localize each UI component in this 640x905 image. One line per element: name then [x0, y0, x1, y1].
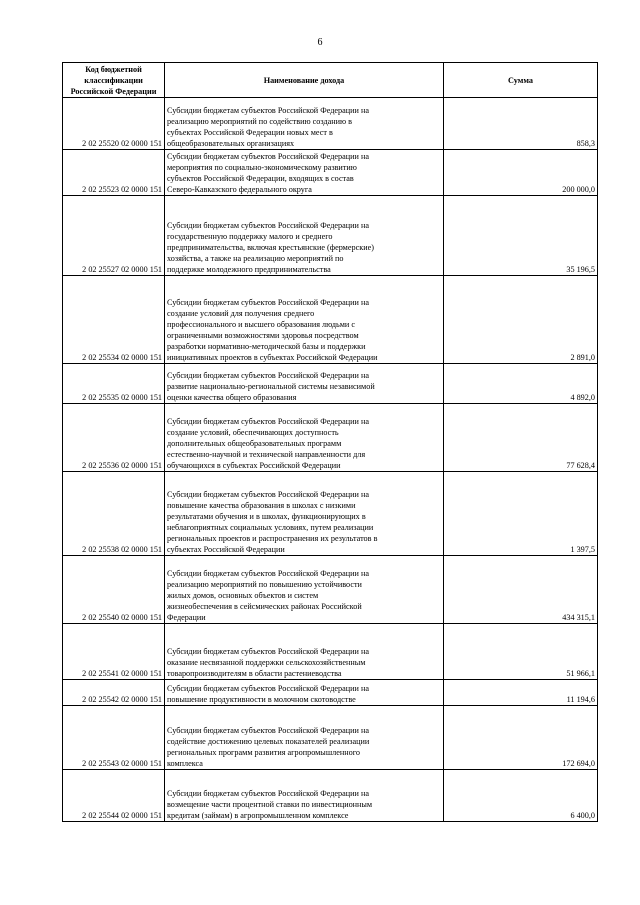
amount-cell: 35 196,5	[444, 196, 598, 276]
revenue-name-line: реализацию мероприятий по повышению устойчивости	[167, 580, 362, 589]
revenue-name-cell	[165, 364, 444, 404]
table-body	[63, 98, 598, 822]
table-header-row	[63, 63, 598, 98]
amount-cell: 11 194,6	[444, 680, 598, 706]
amount-cell: 858,3	[444, 98, 598, 150]
revenue-name-line: предпринимательства, включая крестьянские (фермерские)	[167, 243, 374, 252]
amount-cell: 200 000,0	[444, 150, 598, 196]
amount-cell: 172 694,0	[444, 706, 598, 770]
revenue-table	[62, 62, 598, 822]
amount-cell: 2 891,0	[444, 276, 598, 364]
revenue-name-cell	[165, 680, 444, 706]
revenue-name-line: Субсидии бюджетам субъектов Российской Федерации на	[167, 106, 369, 115]
budget-code-cell: 2 02 25540 02 0000 151	[63, 556, 165, 624]
revenue-name-line: Субсидии бюджетам субъектов Российской Федерации на	[167, 569, 369, 578]
table-row	[63, 556, 598, 624]
table-row	[63, 150, 598, 196]
revenue-name-cell	[165, 706, 444, 770]
revenue-name-line: Субсидии бюджетам субъектов Российской Федерации на	[167, 490, 369, 499]
revenue-name-line: создание условий, обеспечивающих доступность	[167, 428, 339, 437]
revenue-name-line: товаропроизводителям в области растениеводства	[167, 669, 342, 678]
revenue-name-line: Субсидии бюджетам субъектов Российской Федерации на	[167, 417, 369, 426]
revenue-name-line: государственную поддержку малого и среднего	[167, 232, 333, 241]
revenue-name-line: повышение качества образования в школах с низкими	[167, 501, 356, 510]
table-row	[63, 770, 598, 822]
revenue-name-line: создание условий для получения среднего	[167, 309, 315, 318]
revenue-name-line: неблагоприятных социальных условиях, путем реализации	[167, 523, 374, 532]
revenue-name-line: региональных программ развития агропромышленного	[167, 748, 360, 757]
amount-cell: 1 397,5	[444, 472, 598, 556]
budget-code-cell: 2 02 25527 02 0000 151	[63, 196, 165, 276]
revenue-name-line: Субсидии бюджетам субъектов Российской Федерации на	[167, 789, 369, 798]
budget-code-cell: 2 02 25534 02 0000 151	[63, 276, 165, 364]
revenue-name-cell	[165, 196, 444, 276]
revenue-name-cell	[165, 624, 444, 680]
table-row	[63, 276, 598, 364]
revenue-name-line: Федерации	[167, 613, 206, 622]
revenue-name-line: разработки нормативно-методической базы и поддержки	[167, 342, 366, 351]
amount-cell: 6 400,0	[444, 770, 598, 822]
revenue-name-cell	[165, 98, 444, 150]
revenue-name-line: Северо-Кавказского федерального округа	[167, 185, 312, 194]
revenue-name-line: субъектах Российской Федерации	[167, 545, 285, 554]
revenue-name-line: хозяйства, а также на реализацию мероприятий по	[167, 254, 344, 263]
revenue-name-line: жизнеобеспечения в сейсмических районах Российской	[167, 602, 362, 611]
revenue-name-line: развитие национально-региональной системы независимой	[167, 382, 375, 391]
budget-code-cell: 2 02 25541 02 0000 151	[63, 624, 165, 680]
budget-code-cell: 2 02 25523 02 0000 151	[63, 150, 165, 196]
table-row	[63, 706, 598, 770]
revenue-name-line: повышение продуктивности в молочном скотоводстве	[167, 695, 356, 704]
revenue-name-cell	[165, 472, 444, 556]
revenue-name-cell	[165, 150, 444, 196]
budget-code-cell: 2 02 25543 02 0000 151	[63, 706, 165, 770]
revenue-name-line: поддержке молодежного предпринимательства	[167, 265, 331, 274]
revenue-name-line: Субсидии бюджетам субъектов Российской Федерации на	[167, 647, 369, 656]
budget-code-cell: 2 02 25538 02 0000 151	[63, 472, 165, 556]
budget-code-cell: 2 02 25536 02 0000 151	[63, 404, 165, 472]
budget-code-cell: 2 02 25542 02 0000 151	[63, 680, 165, 706]
revenue-name-line: инициативных проектов в субъектах Российской Федерации	[167, 353, 378, 362]
revenue-name-cell	[165, 556, 444, 624]
revenue-name-line: профессионального и высшего образования людьми с	[167, 320, 355, 329]
table-row	[63, 196, 598, 276]
revenue-name-line: комплекса	[167, 759, 203, 768]
revenue-name-line: оказание несвязанной поддержки сельскохозяйственным	[167, 658, 366, 667]
revenue-name-line: субъектах Российской Федерации новых мест в	[167, 128, 333, 137]
revenue-name-line: Субсидии бюджетам субъектов Российской Федерации на	[167, 298, 369, 307]
revenue-name-cell	[165, 276, 444, 364]
amount-cell: 77 628,4	[444, 404, 598, 472]
header-name: Наименование дохода	[165, 63, 444, 98]
revenue-name-line: Субсидии бюджетам субъектов Российской Федерации на	[167, 726, 369, 735]
revenue-name-line: жилых домов, основных объектов и систем	[167, 591, 319, 600]
header-amount: Сумма	[444, 63, 598, 98]
revenue-name-line: ограниченными возможностями здоровья посредством	[167, 331, 359, 340]
revenue-name-line: содействие достижению целевых показателей реализации	[167, 737, 370, 746]
table-row	[63, 404, 598, 472]
revenue-name-line: обучающихся в субъектах Российской Федерации	[167, 461, 341, 470]
budget-code-cell: 2 02 25544 02 0000 151	[63, 770, 165, 822]
table-row	[63, 364, 598, 404]
amount-cell: 4 892,0	[444, 364, 598, 404]
table-row	[63, 472, 598, 556]
revenue-name-line: региональных проектов и распространения их результатов в	[167, 534, 378, 543]
revenue-name-line: Субсидии бюджетам субъектов Российской Федерации на	[167, 684, 369, 693]
revenue-name-line: Субсидии бюджетам субъектов Российской Федерации на	[167, 221, 369, 230]
revenue-name-line: Субсидии бюджетам субъектов Российской Федерации на	[167, 152, 369, 161]
budget-code-cell: 2 02 25520 02 0000 151	[63, 98, 165, 150]
amount-cell: 434 315,1	[444, 556, 598, 624]
table-row	[63, 624, 598, 680]
revenue-name-line: реализацию мероприятий по содействию созданию в	[167, 117, 353, 126]
table-row	[63, 98, 598, 150]
revenue-name-line: Субсидии бюджетам субъектов Российской Федерации на	[167, 371, 369, 380]
revenue-name-cell	[165, 404, 444, 472]
budget-code-cell: 2 02 25535 02 0000 151	[63, 364, 165, 404]
revenue-name-line: дополнительных общеобразовательных программ	[167, 439, 342, 448]
revenue-name-line: мероприятия по социально-экономическому развитию	[167, 163, 357, 172]
revenue-name-line: кредитам (займам) в агропромышленном комплексе	[167, 811, 349, 820]
amount-cell: 51 966,1	[444, 624, 598, 680]
revenue-name-line: оценки качества общего образования	[167, 393, 297, 402]
table-row	[63, 680, 598, 706]
revenue-name-line: результатами обучения и в школах, функционирующих в	[167, 512, 366, 521]
revenue-name-line: субъектов Российской Федерации, входящих в состав	[167, 174, 354, 183]
revenue-name-cell	[165, 770, 444, 822]
page-number: 6	[317, 37, 323, 48]
header-code: Код бюджетной классификации Российской Федерации	[63, 63, 165, 98]
revenue-name-line: возмещение части процентной ставки по инвестиционным	[167, 800, 373, 809]
revenue-name-line: естественно-научной и технической направленности для	[167, 450, 366, 459]
revenue-name-line: общеобразовательных организациях	[167, 139, 295, 148]
